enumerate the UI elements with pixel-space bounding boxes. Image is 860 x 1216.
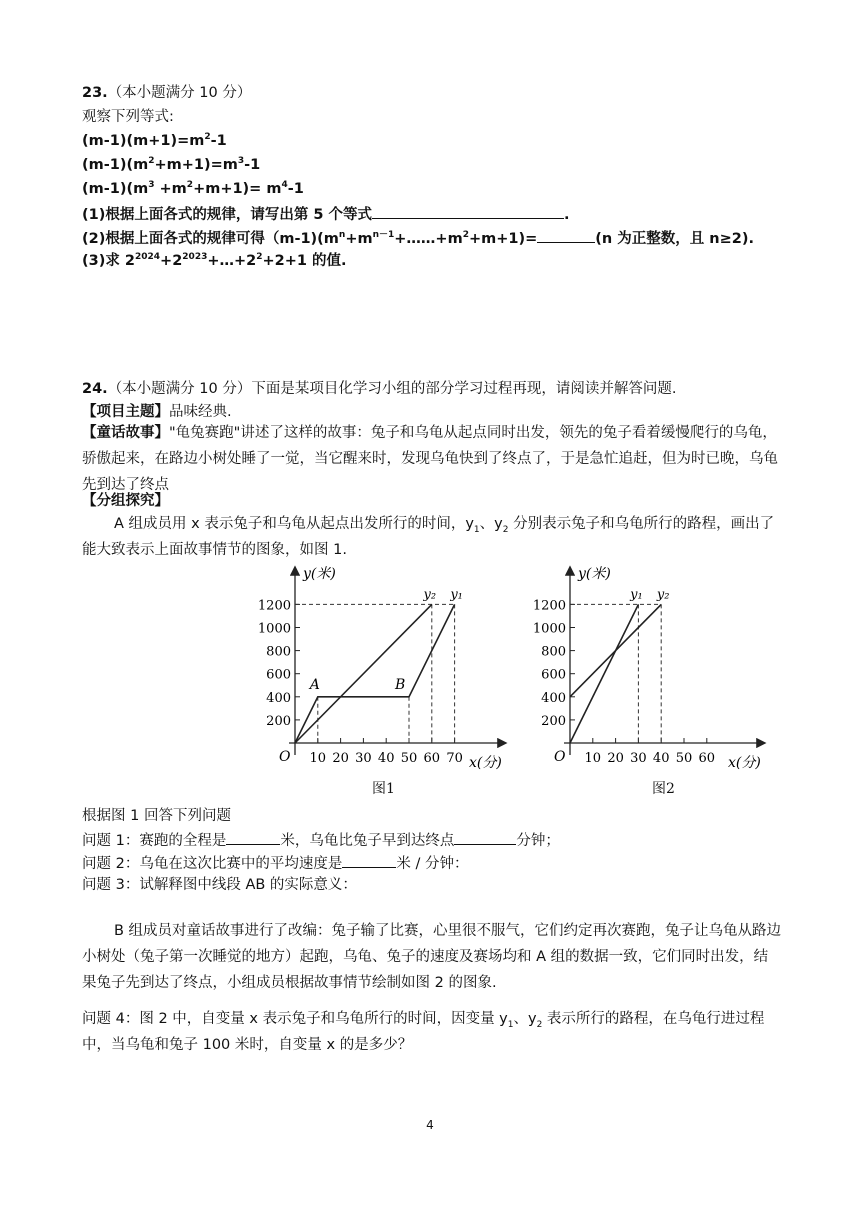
series-label: y₂ — [423, 587, 437, 603]
y-tick-label: 600 — [541, 667, 566, 683]
y-tick-label: 400 — [541, 690, 566, 706]
q23-eq2: $(m-1)(m^2+m+1)=m^3-1$ — [82, 156, 261, 173]
answer-blank[interactable] — [342, 851, 396, 868]
q24-story: 【童话故事】"龟兔赛跑"讲述了这样的故事：兔子和乌龟从起点同时出发，领先的兔子看着缓慢爬行的乌龟，骄傲起来，在路边小树处睡了一觉，当它醒来时，发现乌龟快到了终点了，于是急忙追赶，但为时已晚，乌龟先到达了终点 — [82, 425, 778, 493]
series-line-1 — [570, 604, 638, 743]
answer-blank[interactable] — [372, 202, 564, 219]
y-tick-label: 800 — [541, 644, 566, 660]
q23-part1: (1)根据上面各式的规律，请写出第 5 个等式 . — [82, 202, 570, 226]
q23-part3: (3)求 $2^{2024}+2^{2023}+\dots+2^2+2+1$ 的值. — [82, 252, 347, 269]
q24-group-label: 【分组探究】 — [82, 493, 169, 509]
y-axis-label: y(米) — [303, 566, 336, 582]
series-line-2 — [570, 604, 661, 696]
x-tick-label: 10 — [309, 751, 327, 766]
series-line-2 — [295, 604, 432, 743]
x-tick-label: 40 — [377, 751, 395, 766]
y-tick-label: 400 — [266, 690, 291, 706]
point-label-B: B — [395, 676, 406, 693]
question-2: 问题 2：乌龟在这次比赛中的平均速度是 米 / 分钟： — [82, 851, 468, 875]
x-tick-label: 30 — [355, 751, 372, 766]
q24-groupB: B 组成员对童话故事进行了改编：兔子输了比赛，心里很不服气，它们约定再次赛跑，兔子让乌龟从路边小树处（兔子第一次睡觉的地方）起跑，乌龟、兔子的速度及赛场均和 A 组的数据一致，它们同时出发，结果兔子先到达了终点，小组成员根据故事情节绘制如图 2 的图象. — [82, 923, 782, 991]
question-3: 问题 3：试解释图中线段 AB 的实际意义： — [82, 877, 357, 893]
x-axis-label: x(分) — [728, 755, 761, 771]
q23-eq1: $(m-1)(m+1)=m^2-1$ — [82, 132, 227, 149]
y-tick-label: 1200 — [257, 598, 291, 614]
figure-1-chart — [245, 560, 525, 805]
series-line-1 — [295, 604, 455, 743]
q23-title: 23.（本小题满分 10 分） — [82, 85, 252, 101]
x-tick-label: 70 — [446, 751, 463, 766]
answer-blank[interactable] — [454, 828, 516, 845]
figure-2-chart — [520, 560, 780, 805]
figure-1-caption: 图1 — [372, 781, 395, 797]
y-tick-label: 800 — [266, 644, 291, 660]
x-axis-label: x(分) — [469, 755, 502, 771]
x-tick-label: 50 — [400, 751, 418, 766]
question-4: 问题 4：图 2 中，自变量 x 表示兔子和乌龟所行的时间，因变量 $y_1$、$y_2$ 表示所行的路程，在乌龟行进过程中，当乌龟和兔子 100 米时，自变量 x 的是多少？ — [82, 1011, 765, 1053]
answer-blank[interactable] — [226, 828, 280, 845]
point-label-A: A — [309, 676, 320, 693]
q24-theme: 【项目主题】品味经典. — [82, 404, 232, 420]
fig-intro: 根据图 1 回答下列问题 — [82, 808, 231, 824]
question-1: 问题 1：赛跑的全程是 米，乌龟比兔子早到达终点 分钟； — [82, 828, 560, 852]
origin-label: O — [554, 749, 566, 765]
q24-title: 24.（本小题满分 10 分）下面是某项目化学习小组的部分学习过程再现，请阅读并解答问题. — [82, 381, 677, 397]
series-label: y₁ — [450, 587, 463, 603]
page-number: 4 — [426, 1118, 434, 1132]
y-tick-label: 600 — [266, 667, 291, 683]
series-label: y₁ — [630, 587, 643, 603]
y-tick-label: 1000 — [257, 621, 291, 637]
y-tick-label: 200 — [541, 713, 566, 729]
y-tick-label: 1200 — [532, 598, 566, 614]
y-tick-label: 200 — [266, 713, 291, 729]
x-tick-label: 60 — [423, 751, 441, 766]
x-tick-label: 40 — [652, 751, 670, 766]
q24-groupA: A 组成员用 x 表示兔子和乌龟从起点出发所行的时间，$y_1$、$y_2$ 分别表示兔子和乌龟所行的路程，画出了能大致表示上面故事情节的图象，如图 1. — [82, 516, 775, 558]
y-axis-label: y(米) — [578, 566, 611, 582]
x-tick-label: 50 — [675, 751, 693, 766]
origin-label: O — [279, 749, 291, 765]
y-tick-label: 1000 — [532, 621, 566, 637]
x-tick-label: 30 — [630, 751, 647, 766]
x-tick-label: 20 — [607, 751, 624, 766]
figure-2-caption: 图2 — [652, 781, 675, 797]
x-tick-label: 20 — [332, 751, 349, 766]
q23-part2: (2)根据上面各式的规律可得$(m-1)(m^n+m^{n-1}+\dots\dots+m^2+m+1)= (n$ 为正整数，且 n≥2). — [82, 226, 754, 250]
answer-blank[interactable] — [537, 226, 595, 243]
q23-eq3: $(m-1)(m^3 +m^2+m+1)= m^4-1$ — [82, 180, 304, 197]
x-tick-label: 10 — [584, 751, 602, 766]
q23-intro: 观察下列等式: — [82, 109, 174, 125]
x-tick-label: 60 — [698, 751, 716, 766]
series-label: y₂ — [656, 587, 670, 603]
